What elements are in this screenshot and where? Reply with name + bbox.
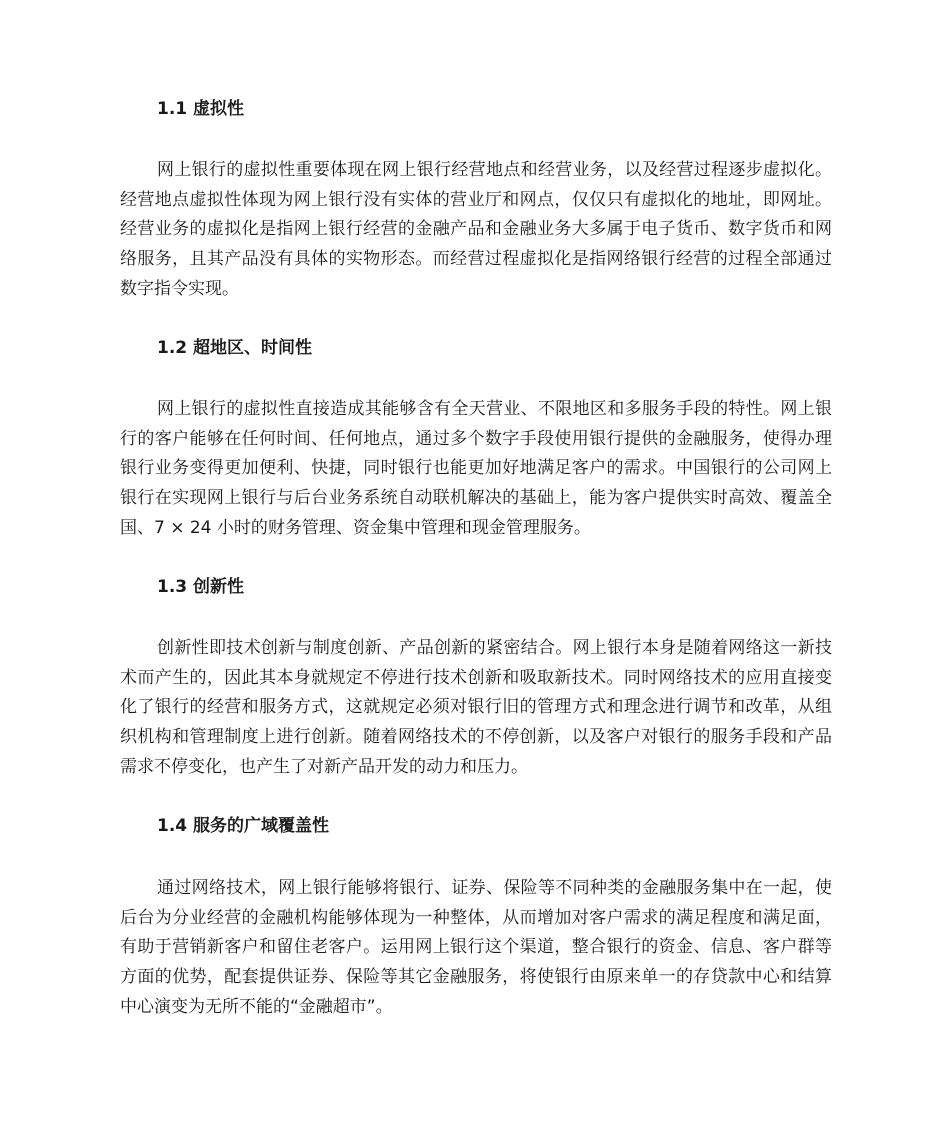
section-heading-service-coverage: 1.4 服务的广域覆盖性 <box>157 816 330 836</box>
section-body-virtuality: 网上银行的虚拟性重要体现在网上银行经营地点和经营业务，以及经营过程逐步虚拟化。经营地点虚拟性体现为网上银行没有实体的营业厅和网点，仅仅只有虚拟化的地址，即网址。经营业务的虚拟化是指网上银行经营的金融产品和金融业务大多属于电子货币、数字货币和网络服务，且其产品没有具体的实物形态。而经营过程虚拟化是指网络银行经营的过程全部通过数字指令实现。 <box>120 160 832 299</box>
section-heading-innovation: 1.3 创新性 <box>157 577 245 597</box>
section-body-innovation: 创新性即技术创新与制度创新、产品创新的紧密结合。网上银行本身是随着网络这一新技术而产生的，因此其本身就规定不停进行技术创新和吸取新技术。同时网络技术的应用直接变化了银行的经营和服务方式，这就规定必须对银行旧的管理方式和理念进行调节和改革，从组织机构和管理制度上进行创新。随着网络技术的不停创新，以及客户对银行的服务手段和产品需求不停变化，也产生了对新产品开发的动力和压力。 <box>120 638 832 777</box>
section-body-service-coverage: 通过网络技术，网上银行能够将银行、证券、保险等不同种类的金融服务集中在一起，使后台为分业经营的金融机构能够体现为一种整体，从而增加对客户需求的满足程度和满足面，有助于营销新客户和留住老客户。运用网上银行这个渠道，整合银行的资金、信息、客户群等方面的优势，配套提供证券、保险等其它金融服务，将使银行由原来单一的存贷款中心和结算中心演变为无所不能的“金融超市”。 <box>120 878 832 1017</box>
section-body-beyond-region-time: 网上银行的虚拟性直接造成其能够含有全天营业、不限地区和多服务手段的特性。网上银行的客户能够在任何时间、任何地点，通过多个数字手段使用银行提供的金融服务，使得办理银行业务变得更加便利、快捷，同时银行也能更加好地满足客户的需求。中国银行的公司网上银行在实现网上银行与后台业务系统自动联机解决的基础上，能为客户提供实时高效、覆盖全国、7 × 24 小时的财务管理、资金集中管理和现金管理服务。 <box>120 399 832 538</box>
section-heading-beyond-region-time: 1.2 超地区、时间性 <box>157 338 313 358</box>
section-heading-virtuality: 1.1 虚拟性 <box>157 99 245 119</box>
